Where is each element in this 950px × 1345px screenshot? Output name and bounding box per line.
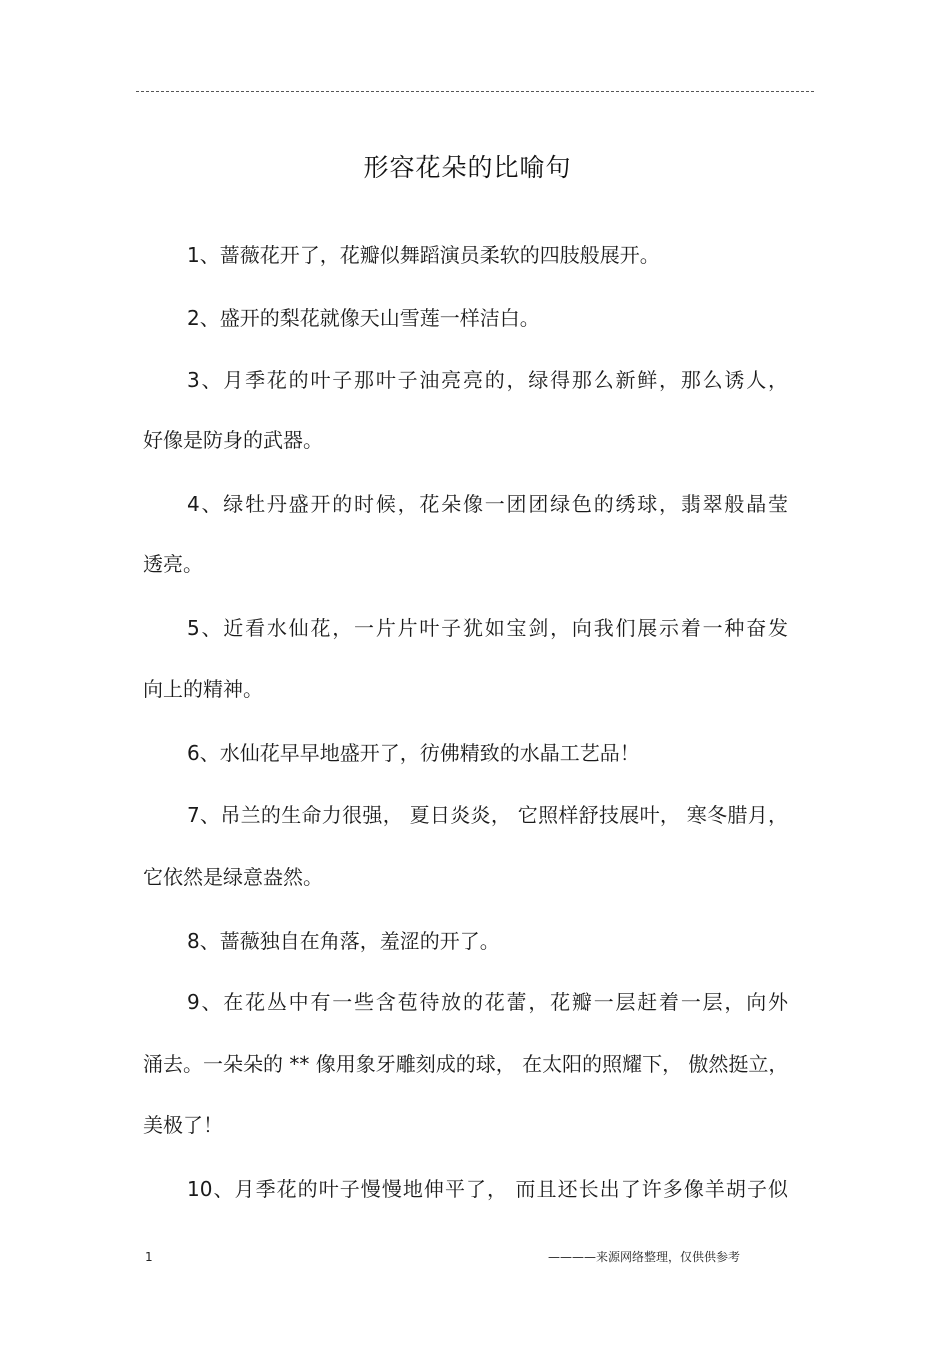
text-line: 2、盛开的梨花就像天山雪莲一样洁白。 [187, 306, 540, 330]
text-line: 9、在花丛中有一些含苞待放的花蕾，花瓣一层赶着一层，向外 [187, 990, 788, 1014]
text-line: 涌去。一朵朵的 ** 像用象牙雕刻成的球， 在太阳的照耀下， 傲然挺立， [143, 1052, 789, 1076]
text-line: 4、绿牡丹盛开的时候，花朵像一团团绿色的绣球，翡翠般晶莹 [187, 492, 788, 516]
page-number: 1 [145, 1250, 153, 1264]
text-line: 6、水仙花早早地盛开了，彷佛精致的水晶工艺品！ [187, 741, 640, 765]
source-note: ————来源网络整理，仅供供参考 [548, 1250, 741, 1264]
document-title: 形容花朵的比喻句 [363, 153, 572, 182]
text-line: 8、蔷薇独自在角落，羞涩的开了。 [187, 929, 500, 953]
text-line: 向上的精神。 [143, 677, 263, 701]
text-line: 好像是防身的武器。 [143, 428, 323, 452]
text-line: 透亮。 [143, 552, 203, 576]
text-line: 3、月季花的叶子那叶子油亮亮的，绿得那么新鲜，那么诱人， [187, 368, 788, 392]
text-line: 美极了！ [143, 1113, 223, 1137]
text-line: 1、蔷薇花开了，花瓣似舞蹈演员柔软的四肢般展开。 [187, 243, 660, 267]
header-dashed-rule [136, 91, 814, 92]
text-line: 它依然是绿意盎然。 [143, 865, 323, 889]
text-line: 10、月季花的叶子慢慢地伸平了， 而且还长出了许多像羊胡子似 [187, 1177, 788, 1201]
text-line: 7、吊兰的生命力很强， 夏日炎炎， 它照样舒技展叶， 寒冬腊月， [187, 803, 788, 827]
text-line: 5、近看水仙花，一片片叶子犹如宝剑，向我们展示着一种奋发 [187, 616, 788, 640]
